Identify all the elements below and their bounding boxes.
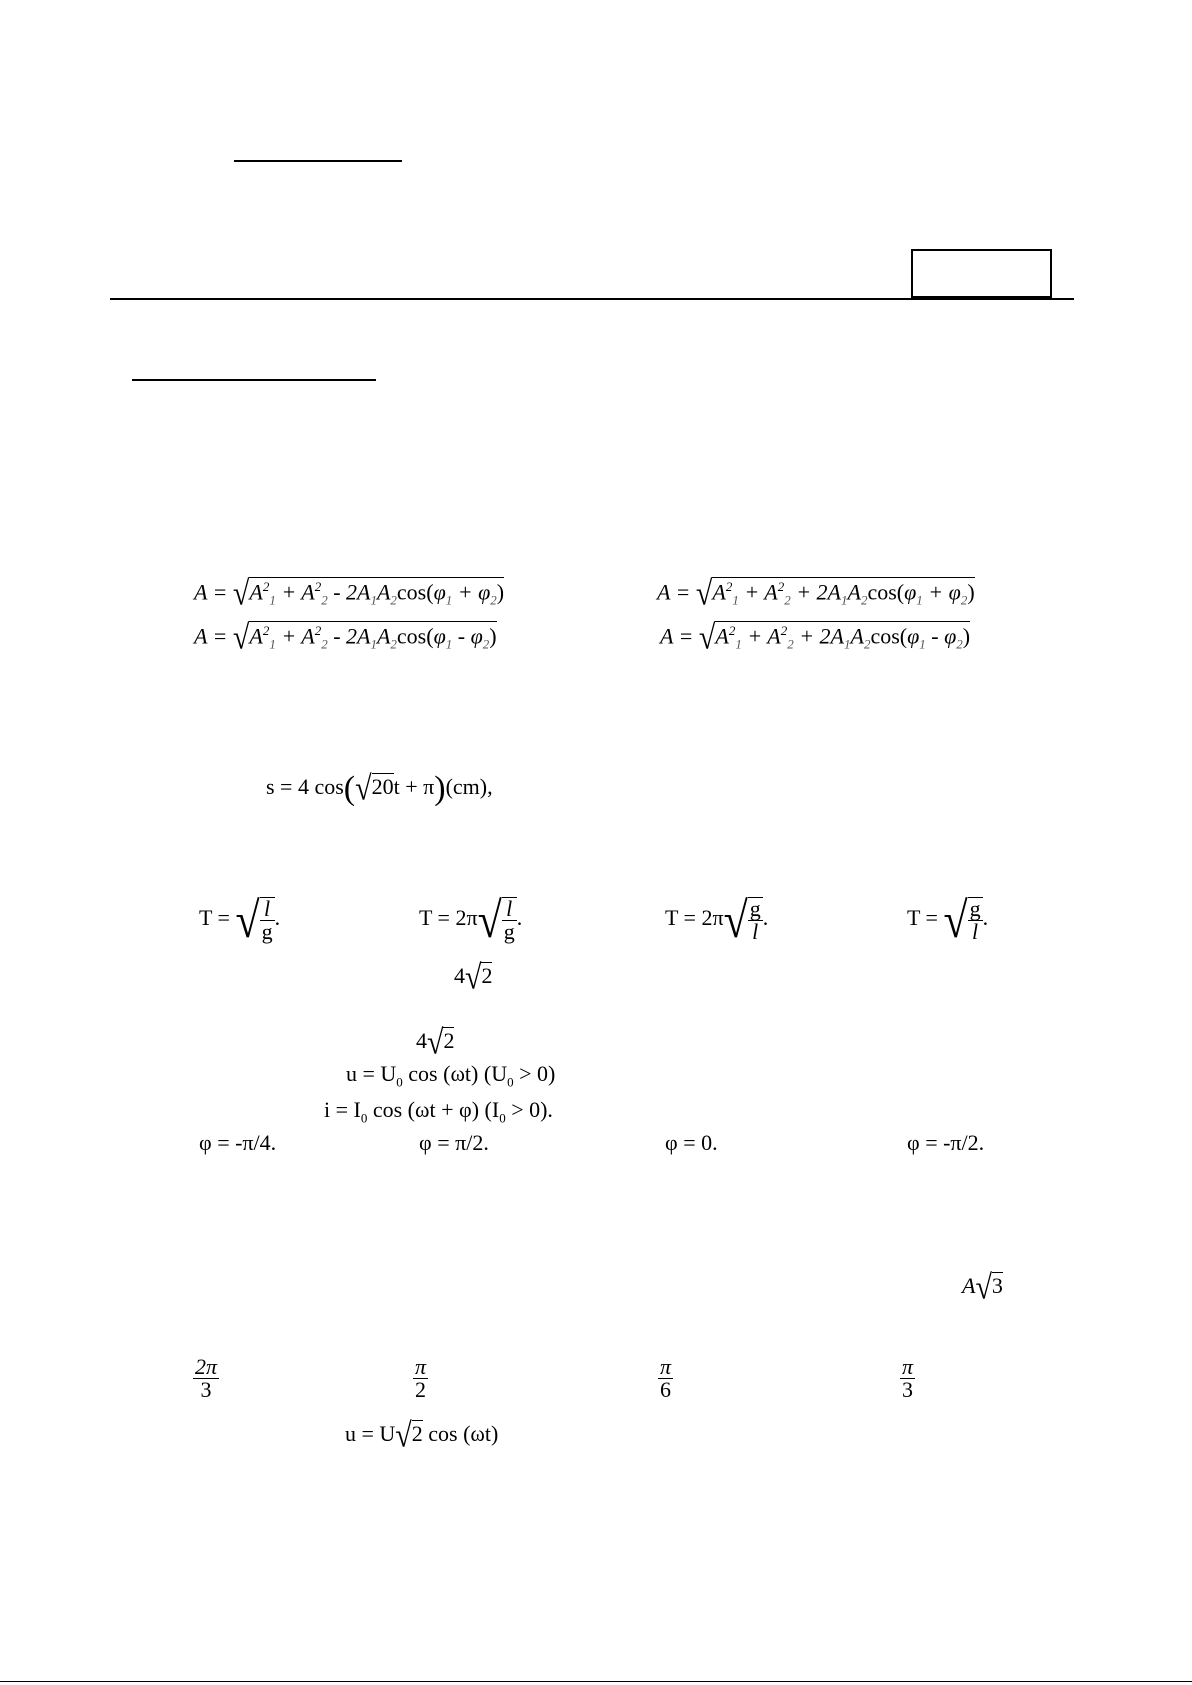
- score-box: [911, 249, 1052, 298]
- section-underline: [132, 379, 376, 381]
- frac-option-c: $\frac{\pi}{6}$: [660, 1354, 672, 1402]
- phi-option-b: φ = π/2.: [419, 1130, 489, 1155]
- ampl-option-b: $A = √A^2_1 + A^2_2 + 2A_1A_2\cos(\varphi_1 + \varphi_2)$: [657, 574, 975, 613]
- frac-option-b: $\frac{\pi}{2}$: [415, 1354, 427, 1402]
- four-root-two-1: 4√2: [454, 958, 493, 997]
- a-root-three: A√3: [962, 1268, 1003, 1307]
- frac-option-a: $\frac{2\pi}{3}$: [195, 1354, 218, 1402]
- period-option-c: T = 2π√ $\frac{g}{l}$ .: [665, 892, 769, 949]
- period-option-b: T = 2π√ $\frac{l}{g}$ .: [419, 892, 523, 949]
- header-underline-short: [234, 160, 402, 162]
- period-option-a: T = √ $\frac{l}{g}$ .: [199, 892, 281, 949]
- ampl-option-c: $A = √A^2_1 + A^2_2 - 2A_1A_2\cos(\varphi_1 - \varphi_2)$: [194, 618, 497, 657]
- phi-option-d: φ = -π/2.: [907, 1130, 985, 1155]
- ampl-option-d: $A = √A^2_1 + A^2_2 + 2A_1A_2\cos(\varphi_1 - \varphi_2)$: [660, 618, 971, 657]
- period-option-d: T = √ $\frac{g}{l}$ .: [907, 892, 989, 949]
- header-rule: [110, 298, 1074, 300]
- ampl-option-a: $A = √A^2_1 + A^2_2 - 2A_1A_2\cos(\varphi_1 + \varphi_2)$: [194, 574, 505, 613]
- frac-option-d: $\frac{\pi}{3}$: [902, 1354, 914, 1402]
- footer-rule: [0, 1681, 1192, 1682]
- voltage-equation: $u = U_0$ cos (ωt) $(U_0 > 0)$: [346, 1061, 556, 1090]
- current-equation: $i = I_0$ cos (ωt + φ) $(I_0 > 0)$.: [324, 1097, 553, 1126]
- ac-voltage-equation: u = U√2 cos (ωt): [345, 1416, 499, 1455]
- phi-option-a: φ = -π/4.: [199, 1130, 277, 1155]
- phi-option-c: φ = 0.: [665, 1130, 718, 1155]
- four-root-two-2: 4√2: [416, 1023, 455, 1062]
- pendulum-equation: s = 4 cos(√20t + π)(cm),: [266, 769, 493, 808]
